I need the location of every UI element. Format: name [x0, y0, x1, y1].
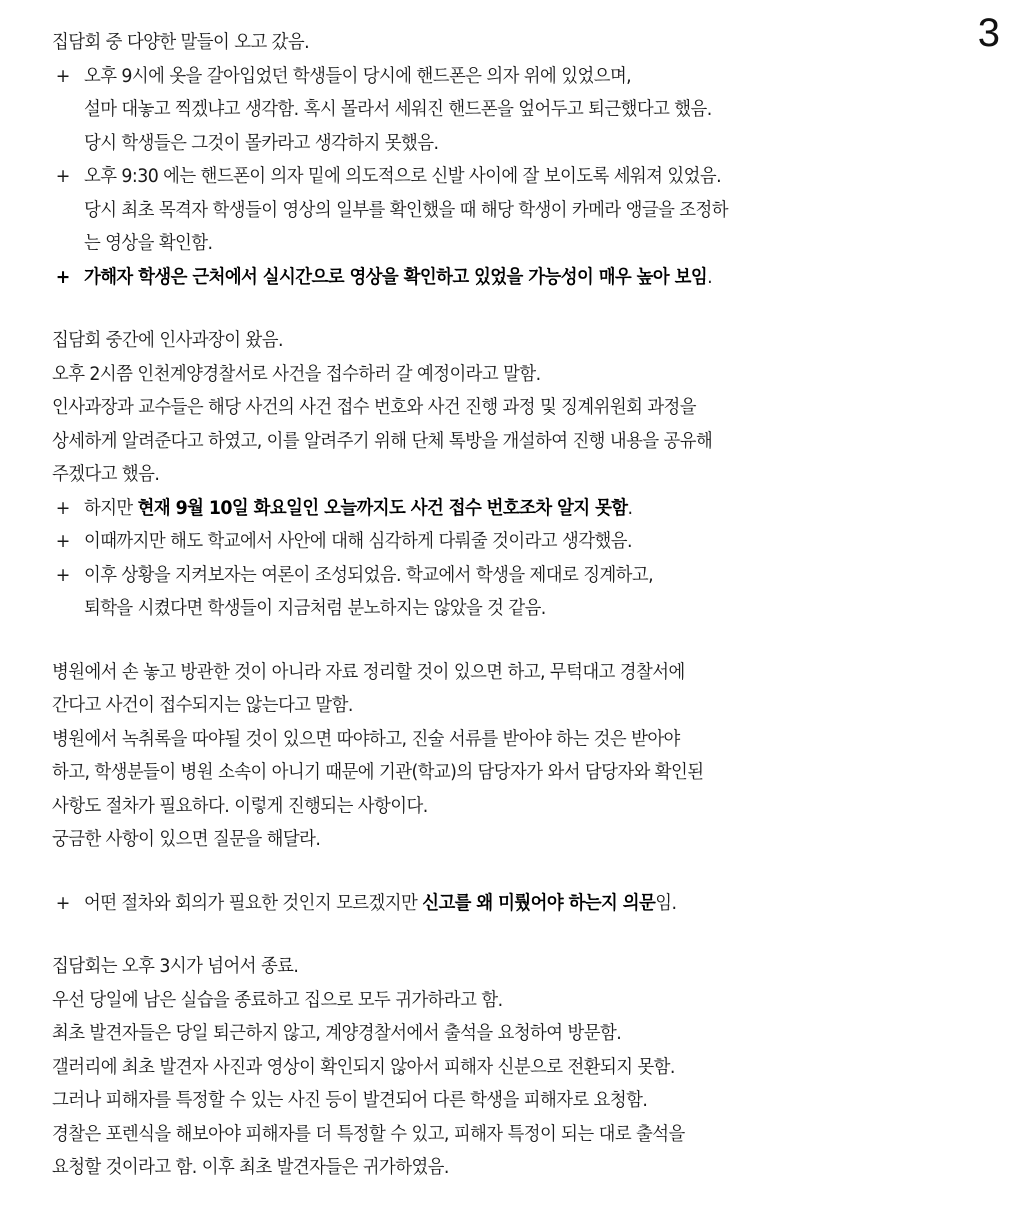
paragraph-line: 병원에서 손 놓고 방관한 것이 아니라 자료 정리할 것이 있으면 하고, 무턱대고 경찰서에 — [52, 661, 685, 683]
bullet-text: 이후 상황을 지켜보자는 여론이 조성되었음. 학교에서 학생을 제대로 징계하고, — [83, 564, 654, 586]
paragraph-line: 집담회 중 다양한 말들이 오고 갔음. — [52, 32, 310, 53]
plus-bullet-icon: + — [55, 266, 70, 288]
bullet-item — [52, 525, 1001, 559]
paragraph-line: 집담회 중간에 인사과장이 왔음. — [52, 330, 283, 351]
plus-bullet-icon: + — [55, 497, 70, 519]
paragraph-line: 병원에서 녹취록을 따야될 것이 있으면 따야하고, 진술 서류를 받아야 하는 것은 받아야 — [52, 728, 680, 750]
paragraph-line: 사항도 절차가 필요하다. 이렇게 진행되는 사항이다. — [52, 795, 428, 817]
bullet-text: 는 영상을 확인함. — [83, 233, 213, 254]
plus-bullet-icon: + — [55, 892, 70, 914]
paragraph-line: 집담회는 오후 3시가 넘어서 종료. — [52, 956, 299, 977]
paragraph-line: 인사과장과 교수들은 해당 사건의 사건 접수 번호와 사건 진행 과정 및 징계위원회 과정을 — [52, 397, 697, 418]
plus-bullet-icon: + — [55, 166, 70, 187]
emphasis-text: 신고를 왜 미뤘어야 하는지 의문 — [422, 892, 656, 914]
section-hospital-statement — [52, 656, 1001, 857]
paragraph-line: 오후 2시쯤 인천계양경찰서로 사건을 접수하러 갈 예정이라고 말함. — [52, 363, 541, 385]
bullet-text: 당시 최초 목격자 학생들이 영상의 일부를 확인했을 때 해당 학생이 카메라 앵글을 조정하 — [83, 199, 728, 221]
section-spacer — [52, 920, 1001, 950]
bullet-item — [52, 887, 1001, 921]
bullet-text: 이때까지만 해도 학교에서 사안에 대해 심각하게 다뤄줄 것이라고 생각했음. — [83, 531, 632, 552]
section-hr-manager — [52, 324, 1001, 626]
paragraph-line: 우선 당일에 남은 실습을 종료하고 집으로 모두 귀가하라고 함. — [52, 989, 503, 1011]
paragraph-line: 최초 발견자들은 당일 퇴근하지 않고, 계양경찰서에서 출석을 요청하여 방문함. — [52, 1023, 622, 1044]
bullet-item — [52, 492, 1001, 526]
bullet-text-tail: 임. — [655, 892, 677, 914]
bullet-text: 퇴학을 시켰다면 학생들이 지금처럼 분노하지는 않았을 것 같음. — [83, 598, 546, 619]
bullet-item — [52, 60, 1001, 161]
bullet-text: 하지만 — [83, 497, 138, 519]
emphasis-text: 가해자 학생은 근처에서 실시간으로 영상을 확인하고 있었을 가능성이 매우 높아 보임 — [83, 266, 708, 288]
section-meeting-discussion — [52, 26, 1001, 294]
paragraph-line: 갤러리에 최초 발견자 사진과 영상이 확인되지 않아서 피해자 신분으로 전환되지 못함. — [52, 1056, 675, 1078]
section-spacer — [52, 294, 1001, 324]
emphasis-text: 현재 9월 10일 화요일인 오늘까지도 사건 접수 번호조차 알지 못함 — [137, 497, 628, 519]
plus-bullet-icon: + — [55, 564, 70, 586]
section-question — [52, 887, 1001, 921]
bullet-text-tail: . — [707, 266, 713, 288]
paragraph-line: 그러나 피해자를 특정할 수 있는 사진 등이 발견되어 다른 학생을 피해자로 요청함. — [52, 1090, 648, 1111]
paragraph-line: 하고, 학생분들이 병원 소속이 아니기 때문에 기관(학교)의 담당자가 와서 담당자와 확인된 — [52, 762, 704, 783]
bullet-text-tail: . — [627, 497, 633, 519]
paragraph-line: 간다고 사건이 접수되지는 않는다고 말함. — [52, 695, 353, 716]
page-number: 3 — [977, 11, 1000, 55]
bullet-text: 당시 학생들은 그것이 몰카라고 생각하지 못했음. — [83, 132, 439, 154]
bullet-item — [52, 160, 1001, 261]
section-spacer — [52, 857, 1001, 887]
bullet-text: 오후 9시에 옷을 갈아입었던 학생들이 당시에 핸드폰은 의자 위에 있었으며, — [83, 65, 632, 87]
plus-bullet-icon: + — [55, 65, 70, 87]
section-spacer — [52, 626, 1001, 656]
bullet-item — [52, 559, 1001, 626]
plus-bullet-icon: + — [55, 531, 70, 552]
section-meeting-end — [52, 950, 1001, 1185]
bullet-item — [52, 261, 1001, 295]
bullet-text: 설마 대놓고 찍겠냐고 생각함. 혹시 몰라서 세워진 핸드폰을 엎어두고 퇴근했다고 했음. — [83, 99, 712, 120]
bullet-text: 어떤 절차와 회의가 필요한 것인지 모르겠지만 — [83, 892, 423, 914]
paragraph-line: 주겠다고 했음. — [52, 464, 160, 485]
bullet-text: 오후 9:30 에는 핸드폰이 의자 밑에 의도적으로 신발 사이에 잘 보이도록 세워져 있었음. — [83, 166, 722, 187]
document-body — [52, 26, 1001, 1185]
paragraph-line: 궁금한 사항이 있으면 질문을 해달라. — [52, 829, 321, 850]
paragraph-line: 경찰은 포렌식을 해보아야 피해자를 더 특정할 수 있고, 피해자 특정이 되는 대로 출석을 — [52, 1123, 685, 1145]
paragraph-line: 요청할 것이라고 함. 이후 최초 발견자들은 귀가하였음. — [52, 1157, 449, 1178]
paragraph-line: 상세하게 알려준다고 하였고, 이를 알려주기 위해 단체 톡방을 개설하여 진행 내용을 공유해 — [52, 430, 713, 452]
